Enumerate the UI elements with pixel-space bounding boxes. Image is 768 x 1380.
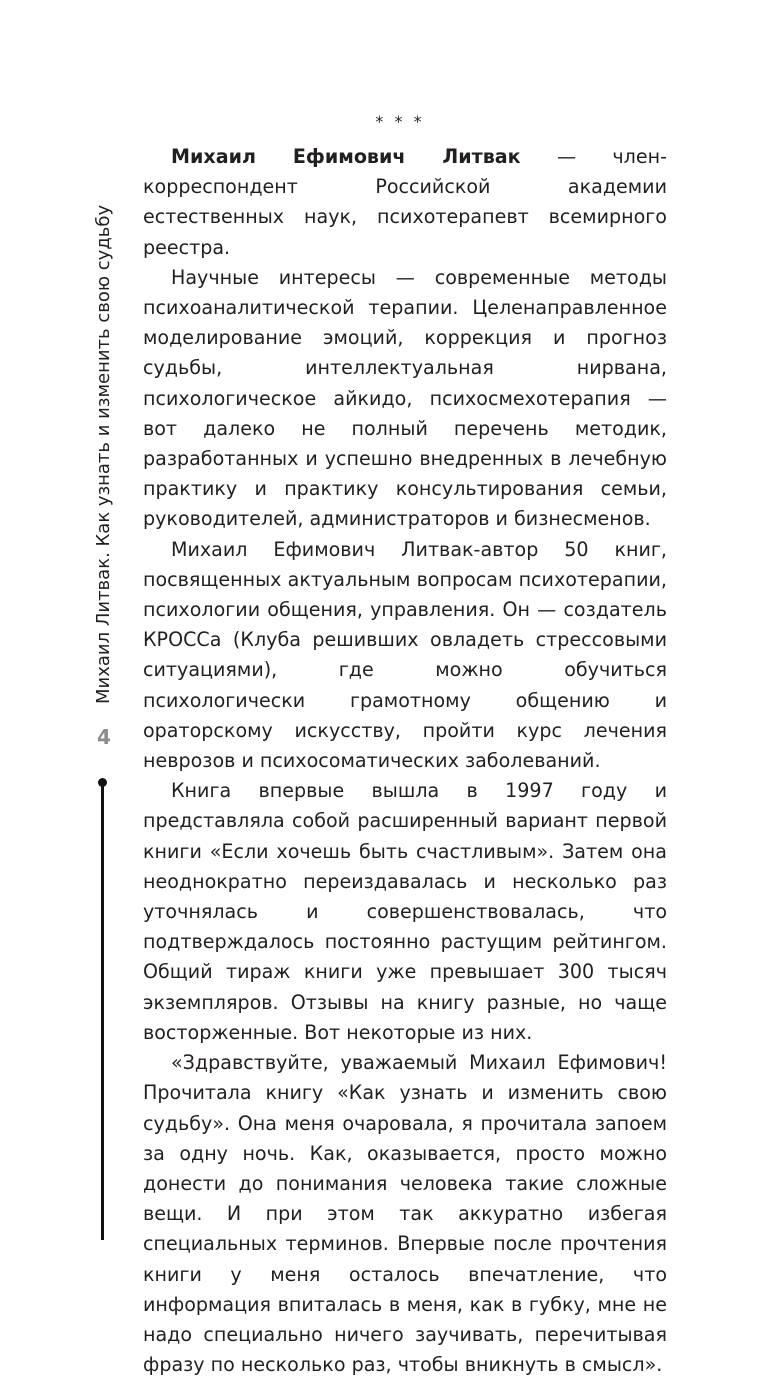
paragraph-books: Михаил Ефимович Литвак-автор 50 книг, посвященных актуальным вопросам психотерапии, психологии общения, управления. Он — создатель КРОССа (Клуба решивших овладеть стрессовыми ситуациями), где можно обучиться психологически грамотному общению и ораторскому искусству, пройти курс лечения неврозов и психосоматических заболеваний.: [143, 537, 667, 773]
paragraph-review: «Здравствуйте, уважаемый Михаил Ефимович! Прочитала книгу «Как узнать и изменить свою судьбу». Она меня очаровала, я прочитала запоем за одну ночь. Как, оказывается, просто можно донести до понимания человека такие сложные вещи. И при этом так аккуратно избегая специальных терминов. Впервые после прочтения книги у меня осталось впечатление, что информация впиталась в меня, как в губку, мне не надо специально ничего заучивать, перечитывая фразу по несколько раз, чтобы вникнуть в смысл».: [143, 1051, 667, 1377]
running-title: Михаил Литвак. Как узнать и изменить свою судьбу: [93, 204, 114, 704]
paragraph-interests: Научные интересы — современные методы психоаналитической терапии. Целенаправленное моделирование эмоций, коррекция и прогноз судьбы, интеллектуальная нирвана, психологическое айкидо, психосмехотерапия — вот далеко не полный перечень методик, разработанных и успешно внедренных в лечебную практику и практику консультирования семьи, руководителей, администраторов и бизнесменов.: [143, 265, 667, 531]
author-name: Михаил Ефимович Литвак: [171, 145, 521, 168]
paragraph-author: [143, 142, 667, 263]
author-description: — член-корреспондент Российской академии естественных наук, психотерапевт всемирного реестра.: [143, 145, 667, 259]
body-text: [143, 142, 667, 1380]
margin-rule: [101, 782, 104, 1240]
paragraph-history: Книга впервые вышла в 1997 году и представляла собой расширенный вариант первой книги «Если хочешь быть счастливым». Затем она неоднократно переиздавалась и несколько раз уточнялась и совершенствовалась, что подтверждалось постоянно растущим рейтингом. Общий тираж книги уже превышает 300 тысяч экземпляров. Отзывы на книгу разные, но чаще восторженные. Вот некоторые из них.: [143, 779, 667, 1044]
section-separator: * * *: [375, 112, 425, 131]
page-number: 4: [97, 725, 111, 749]
